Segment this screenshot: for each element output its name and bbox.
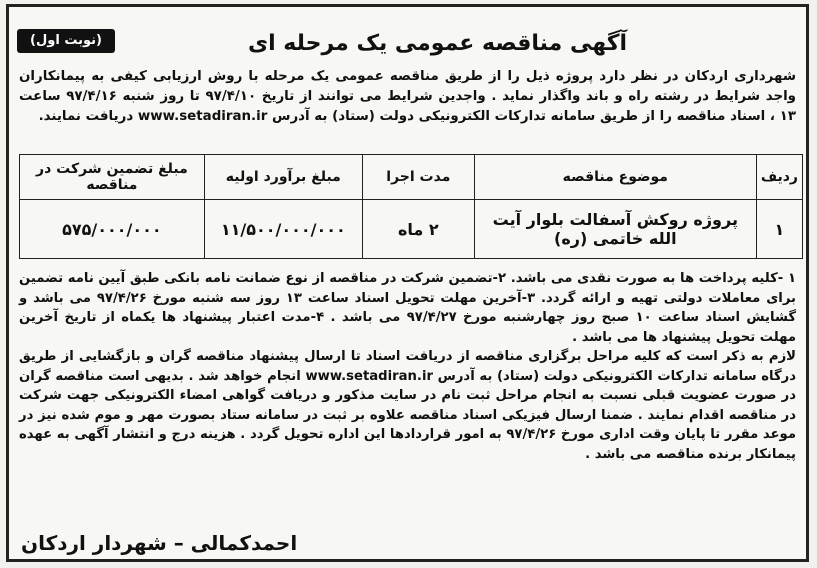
signature: احمدکمالی – شهردار اردکان (21, 531, 298, 555)
cell-estimate: ۱۱/۵۰۰/۰۰۰/۰۰۰ (204, 200, 362, 259)
body-text (19, 269, 796, 464)
conditions-paragraph: ۱ -کلیه پرداخت ها به صورت نقدی می باشد. ۲-تضمین شرکت در مناقصه از نوع ضمانت نامه بانکی طبق آیین نامه تضمین برای معاملات دولتی تهیه و ارائه گردد. ۳-آخرین مهلت تحویل اسناد ساعت ۱۳ روز سه شنبه مورخ ۹۷/۴/۲۶ می باشد و گشایش اسناد ساعت ۱۰ صبح روز چهارشنبه مورخ ۹۷/۴/۲۷ می باشد . ۴-مدت اعتبار پیشنهاد ها یکماه از تاریخ آخرین مهلت تحویل پیشنهاد ها می باشد . (19, 271, 797, 345)
cell-duration: ۲ ماه (362, 200, 474, 259)
table-row (20, 200, 803, 259)
cell-row-number: ۱ (756, 200, 802, 259)
header-subject: موضوع مناقصه (474, 155, 756, 200)
header-estimate: مبلغ برآورد اولیه (204, 155, 362, 200)
details-paragraph: لازم به ذکر است که کلیه مراحل برگزاری مناقصه از دریافت اسناد تا ارسال پیشنهاد مناقصه گران و بازگشایی از طریق درگاه سامانه تدارکات الکترونیکی دولت (ستاد) به آدرس www.setadiran.ir انجام خواهد شد . بدیهی است مناقصه گران در صورت عضویت قبلی نسبت به انجام مراحل ثبت نام در سایت مذکور و دریافت گواهی امضاء الکترونیکی جهت شرکت در مناقصه اقدام نمایند . ضمنا ارسال فیزیکی اسناد مناقصه علاوه بر ثبت در سامانه ستاد بصورت مهر و موم شده نیز در موعد مقرر تا پایان وقت اداری مورخ ۹۷/۴/۲۶ به امور قراردادها این اداره تحویل گردد . هزینه درج و انتشار آگهی به عهده پیمانکار برنده مناقصه می باشد . (19, 349, 796, 462)
header-guarantee: مبلغ تضمین شرکت در مناقصه (20, 155, 205, 200)
intro-paragraph: شهرداری اردکان در نظر دارد پروژه ذیل را از طریق مناقصه عمومی یک مرحله با روش ارزیابی کیفی به پیمانکاران واجد شرایط در رشته راه و باند واگذار نماید . واجدین شرایط می توانند از تاریخ ۹۷/۴/۱۰ تا روز شنبه ۹۷/۴/۱۶ ساعت ۱۳ ، اسناد مناقصه را از طریق سامانه تدارکات الکترونیکی دولت (ستاد) به آدرس www.setadiran.ir دریافت نمایند. (19, 69, 797, 124)
cell-subject: پروژه روکش آسفالت بلوار آیت الله خاتمی (ره) (474, 200, 756, 259)
round-badge: (نوبت اول) (17, 29, 115, 53)
notice-frame (6, 4, 809, 562)
tender-table (19, 154, 803, 259)
header-row-number: ردیف (756, 155, 802, 200)
notice-title: آگهی مناقصه عمومی یک مرحله ای (247, 31, 628, 56)
header-duration: مدت اجرا (362, 155, 474, 200)
table-header-row (20, 155, 803, 200)
cell-guarantee: ۵۷۵/۰۰۰/۰۰۰ (20, 200, 205, 259)
